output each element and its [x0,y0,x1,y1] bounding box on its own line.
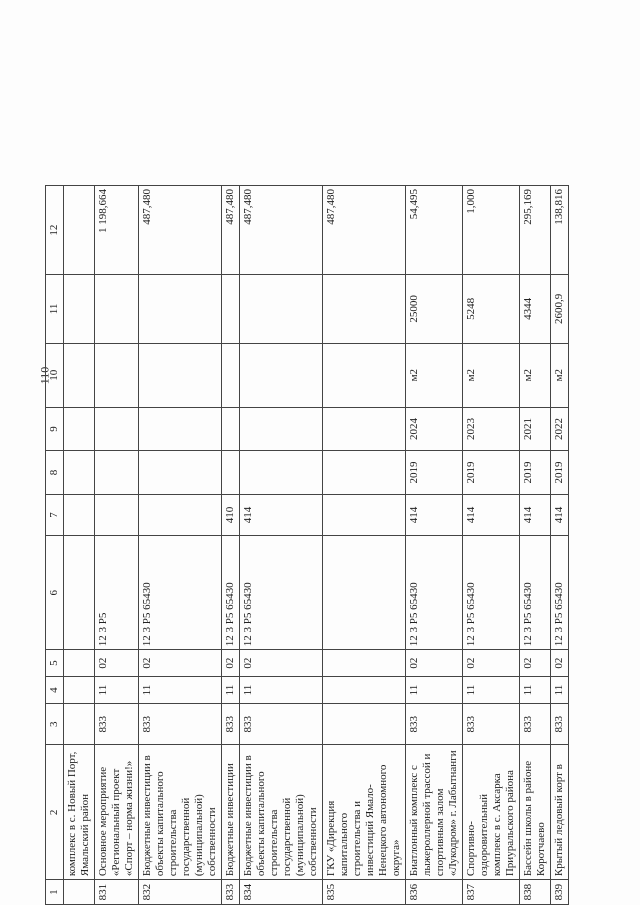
table-cell: 1 198,664 [95,186,139,275]
table-cell: 11 [463,677,520,704]
table-cell: Бюджетные инвестиции в объекты капитального строительства государственной (муниципальной) собственности [240,745,323,880]
header-cell: 11 [46,275,64,343]
header-cell: 3 [46,704,64,745]
table-cell: 02 [139,650,222,677]
table-row [520,186,551,905]
table-cell [64,275,95,343]
table-cell: 838 [520,880,551,905]
table-cell: Основное мероприятие «Региональный проект «Спорт – норма жизни!» [95,745,139,880]
table-cell: м2 [406,343,463,407]
table-row [95,186,139,905]
table-cell: 11 [95,677,139,704]
table-cell [323,407,406,451]
table-header-row [46,186,64,905]
table-cell [139,343,222,407]
table-cell: 12 3 P5 65430 [139,536,222,650]
table-cell [139,451,222,495]
table-cell [64,186,95,275]
table-cell [95,494,139,535]
table-cell: 2022 [551,407,569,451]
table-cell: 02 [463,650,520,677]
table-cell: 12 3 P5 65430 [520,536,551,650]
table-cell: Крытый ледовый корт в [551,745,569,880]
table-cell: 11 [551,677,569,704]
table-cell [222,407,240,451]
table-cell: ГКУ «Дирекция капитального строительства и инвестиций Ямало-Ненецкого автономного округа» [323,745,406,880]
header-cell: 2 [46,745,64,880]
table-cell: Бассейн школы в районе Коротчаево [520,745,551,880]
table-cell: 487,480 [240,186,323,275]
table-cell [139,275,222,343]
table-cell: м2 [463,343,520,407]
table-cell: 2023 [463,407,520,451]
table-cell [222,451,240,495]
header-cell: 9 [46,407,64,451]
table-cell: 02 [222,650,240,677]
table-cell: комплекс в с. Новый Порт, Ямальский район [64,745,95,880]
table-cell: 833 [240,704,323,745]
table-cell: 12 3 P5 [95,536,139,650]
table-cell: 138,816 [551,186,569,275]
table-cell [64,677,95,704]
table-cell [64,407,95,451]
table-cell: 11 [240,677,323,704]
table-cell: 12 3 P5 65430 [463,536,520,650]
table-cell [95,451,139,495]
table-cell [323,343,406,407]
table-row [240,186,323,905]
header-cell: 6 [46,536,64,650]
table-cell: 833 [95,704,139,745]
table-cell: 414 [551,494,569,535]
table-row [406,186,463,905]
table-cell: 2019 [520,451,551,495]
table-cell: 833 [406,704,463,745]
table-row [222,186,240,905]
table-row [551,186,569,905]
table-cell: 837 [463,880,520,905]
header-cell: 1 [46,880,64,905]
table-cell [95,343,139,407]
table-cell: 02 [551,650,569,677]
table-cell: 11 [222,677,240,704]
table-cell: 834 [240,880,323,905]
table-cell: 2019 [406,451,463,495]
table-cell: 836 [406,880,463,905]
table-cell [95,275,139,343]
table-cell [64,704,95,745]
table-cell [323,536,406,650]
table-cell: м2 [520,343,551,407]
table-cell [222,275,240,343]
table-cell [323,650,406,677]
table-cell: 12 3 P5 65430 [406,536,463,650]
table-cell: м2 [551,343,569,407]
table-cell: 414 [406,494,463,535]
table-cell: 02 [240,650,323,677]
table-cell [240,451,323,495]
table-cell: 1,000 [463,186,520,275]
table-cell: 414 [463,494,520,535]
table-cell: 833 [139,704,222,745]
table-cell: 832 [139,880,222,905]
header-cell: 12 [46,186,64,275]
table-cell: 833 [520,704,551,745]
table-cell: Бюджетные инвестиции в объекты капитального строительства государственной (муниципальной) собственности [139,745,222,880]
table-cell: 25000 [406,275,463,343]
table-cell [64,650,95,677]
table-cell [323,451,406,495]
table-cell [139,494,222,535]
table-cell: 02 [520,650,551,677]
table-row [139,186,222,905]
table-cell: 414 [520,494,551,535]
rotated-table-container [45,25,585,905]
budget-table [45,185,569,905]
table-cell: 487,480 [323,186,406,275]
table-cell [139,407,222,451]
table-cell: Биатлонный комплекс с лыжероллерной трассой и спортивным залом «Лукодром» г. Лабытнанги [406,745,463,880]
header-cell: 8 [46,451,64,495]
table-cell [323,704,406,745]
table-cell: 11 [520,677,551,704]
table-cell: 835 [323,880,406,905]
table-cell [64,880,95,905]
table-cell [64,494,95,535]
table-cell: 833 [551,704,569,745]
table-cell: 2024 [406,407,463,451]
table-cell: Бюджетные инвестиции [222,745,240,880]
table-cell [64,536,95,650]
table-cell: 12 3 P5 65430 [551,536,569,650]
header-cell: 7 [46,494,64,535]
table-cell: 02 [406,650,463,677]
header-cell: 4 [46,677,64,704]
header-cell: 10 [46,343,64,407]
table-cell [323,494,406,535]
table-cell [222,343,240,407]
table-cell: 2019 [463,451,520,495]
table-cell: Спортивно-оздоровительный комплекс в с. Аксарка Приуральского района [463,745,520,880]
table-cell: 831 [95,880,139,905]
table-cell [323,275,406,343]
table-cell [95,407,139,451]
table-cell: 833 [222,880,240,905]
table-cell: 295,169 [520,186,551,275]
table-cell: 414 [240,494,323,535]
table-cell: 833 [463,704,520,745]
table-cell: 54,495 [406,186,463,275]
table-row [463,186,520,905]
table-cell: 487,480 [139,186,222,275]
table-cell: 12 3 P5 65430 [222,536,240,650]
table-cell [64,343,95,407]
table-cell: 11 [139,677,222,704]
table-cell: 2019 [551,451,569,495]
table-cell [240,343,323,407]
table-row [323,186,406,905]
table-cell [240,407,323,451]
table-cell: 4344 [520,275,551,343]
table-cell: 5248 [463,275,520,343]
table-cell: 410 [222,494,240,535]
table-cell: 2021 [520,407,551,451]
table-cell [323,677,406,704]
table-cell: 12 3 P5 65430 [240,536,323,650]
table-cell: 2600,9 [551,275,569,343]
table-row [64,186,95,905]
table-cell: 833 [222,704,240,745]
table-cell [240,275,323,343]
table-cell [64,451,95,495]
table-cell: 487,480 [222,186,240,275]
page-number: 110 [37,366,52,385]
table-cell: 02 [95,650,139,677]
header-cell: 5 [46,650,64,677]
table-cell: 839 [551,880,569,905]
table-cell: 11 [406,677,463,704]
